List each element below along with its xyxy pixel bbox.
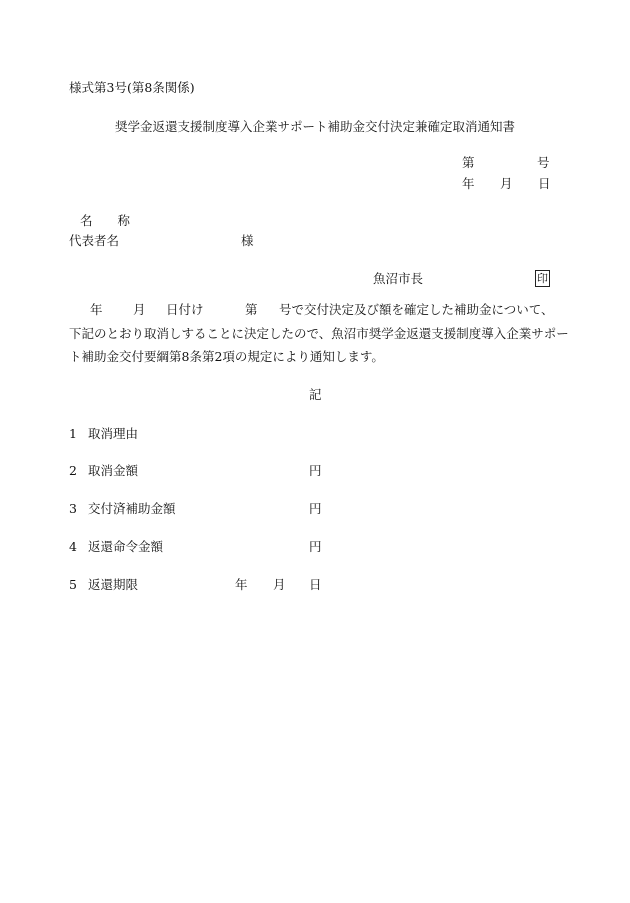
issue-date-month: 月 (500, 176, 513, 191)
deadline-day: 日 (309, 577, 322, 592)
addressee-name-label: 名 称 (80, 213, 131, 228)
body-month: 月 (133, 302, 146, 317)
issue-date (462, 178, 551, 191)
body-text-line-2: 下記のとおり取消しすることに決定したので、魚沼市奨学金返還支援制度導入企業サポー (69, 326, 569, 341)
body-dai: 第 (245, 302, 258, 317)
addressee-representative-label: 代表者名 (69, 233, 120, 248)
deadline-year: 年 (235, 577, 248, 592)
item-label: 交付済補助金額 (88, 501, 176, 516)
repayment-deadline-date (235, 579, 322, 592)
body-text-line-3: ト補助金交付要綱第8条第2項の規定により通知します。 (69, 349, 384, 364)
item-number: 1 (69, 426, 77, 441)
body-year: 年 (90, 302, 103, 317)
item-label: 返還期限 (88, 577, 139, 592)
item-label: 返還命令金額 (88, 539, 164, 554)
seal-mark: 印 (537, 272, 548, 285)
body-text-line-1 (90, 304, 554, 317)
form-number-label: 様式第3号(第8条関係) (69, 80, 195, 95)
document-title: 奨学金返還支援制度導入企業サポート補助金交付決定兼確定取消通知書 (114, 119, 515, 134)
body-day-dated: 日付け (166, 302, 204, 317)
item-number: 3 (69, 501, 77, 516)
issue-date-year: 年 (462, 176, 475, 191)
item-number: 5 (69, 577, 77, 592)
deadline-month: 月 (273, 577, 286, 592)
issue-date-day: 日 (538, 176, 551, 191)
item-label: 取消金額 (88, 463, 139, 478)
item-unit-yen: 円 (309, 463, 322, 478)
addressee-honorific: 様 (241, 233, 254, 248)
item-number: 4 (69, 539, 77, 554)
item-label: 取消理由 (88, 426, 139, 441)
reference-number-dai: 第 (462, 155, 475, 170)
item-unit-yen: 円 (309, 539, 322, 554)
body-go-rest: 号で交付決定及び額を確定した補助金について、 (279, 302, 554, 317)
reference-number-go: 号 (537, 155, 550, 170)
ki-heading: 記 (309, 387, 322, 402)
item-unit-yen: 円 (309, 501, 322, 516)
issuer-title: 魚沼市長 (373, 271, 424, 286)
item-number: 2 (69, 463, 77, 478)
